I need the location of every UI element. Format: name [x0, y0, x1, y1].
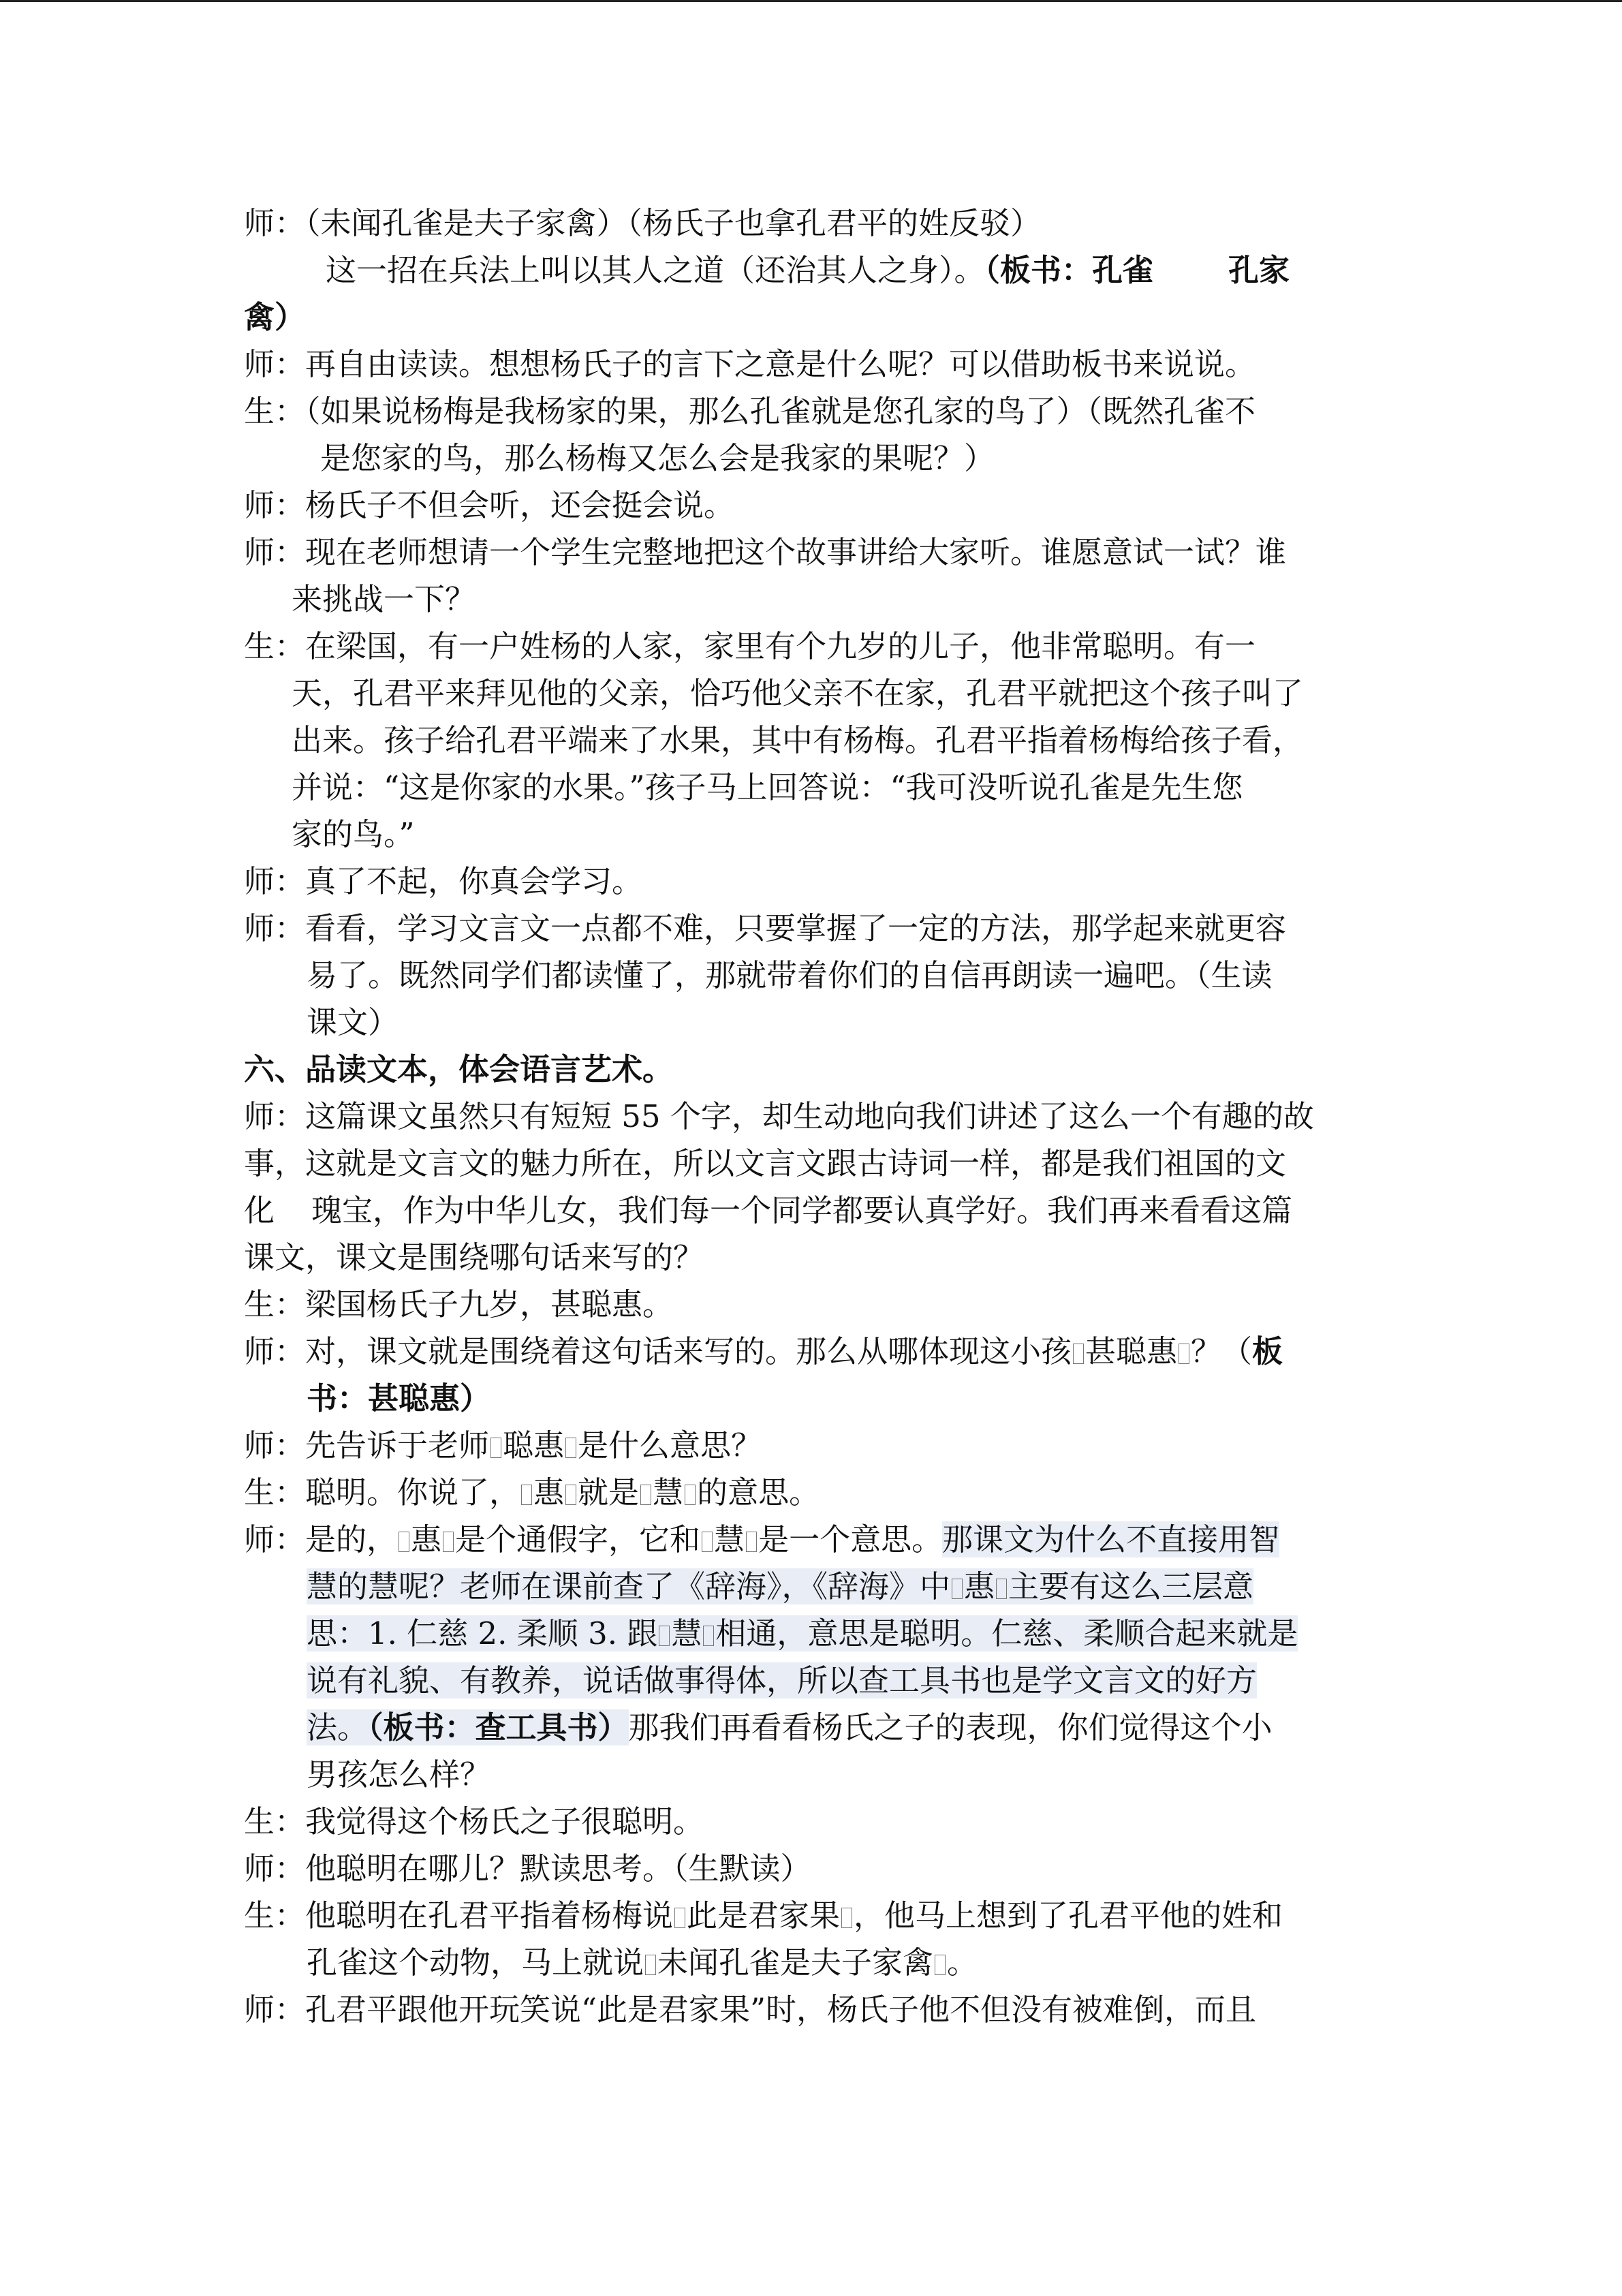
- missing-glyph-box: [565, 1485, 576, 1505]
- missing-glyph-box: [935, 1955, 946, 1975]
- highlighted-text: 那课文为什么不直接用智: [942, 1521, 1280, 1557]
- text-line: 男孩怎么样？: [307, 1756, 491, 1793]
- board-note: 禽）: [244, 299, 306, 335]
- text-line: 师：孔君平跟他开玩笑说“此是君家果”时，杨氏子他不但没有被难倒，而且: [244, 1991, 1257, 2028]
- missing-glyph-box: [521, 1485, 532, 1505]
- text-line: 这一招在兵法上叫以其人之道（还治其人之身）。（板书：孔雀 孔家: [326, 252, 1290, 288]
- text-line: 法。（板书：查工具书）那我们再看看杨氏之子的表现，你们觉得这个小: [307, 1709, 1273, 1746]
- text-line: [244, 1563, 1376, 1610]
- missing-glyph-box: [952, 1579, 963, 1599]
- text-line: 师：真了不起，你真会学习。: [244, 863, 643, 899]
- missing-glyph-box: [841, 1908, 852, 1928]
- text-line: 师：对，课文就是围绕着这句话来写的。那么从哪体现这小孩 甚聪惠 ？（板: [244, 1333, 1283, 1369]
- board-note: 板: [1252, 1333, 1283, 1369]
- board-note: （板书：孔雀: [984, 252, 1154, 288]
- text-line: 生：在梁国，有一户姓杨的人家，家里有个九岁的儿子，他非常聪明。有一: [244, 628, 1256, 664]
- highlighted-text: 慧的慧呢？老师在课前查了《辞海》，《辞海》中 惠 主要有这么三层意: [307, 1568, 1254, 1604]
- text-line: [244, 1375, 1376, 1422]
- missing-glyph-box: [1179, 1344, 1189, 1364]
- highlighted-text: 说有礼貌、有教养，说话做事得体，所以查工具书也是学文言文的好方: [307, 1662, 1258, 1698]
- text-line: 天，孔君平来拜见他的父亲，恰巧他父亲不在家，孔君平就把这个孩子叫了: [292, 675, 1304, 711]
- text-line: 是您家的鸟，那么杨梅又怎么会是我家的果呢？）: [320, 440, 995, 476]
- text-line: 生：聪明。你说了， 惠 就是 慧 的意思。: [244, 1474, 820, 1510]
- missing-glyph-box: [645, 1955, 656, 1975]
- text-line: 师：是的， 惠 是个通假字，它和 慧 是一个意思。那课文为什么不直接用智: [244, 1521, 1280, 1557]
- text-line: 并说：“这是你家的水果。”孩子马上回答说：“我可没听说孔雀是先生您: [292, 769, 1243, 805]
- document-body: [244, 200, 1376, 2033]
- text-line: 出来。孩子给孔君平端来了水果，其中有杨梅。孔君平指着杨梅给孩子看，: [292, 722, 1304, 758]
- text-line: 师：先告诉于老师 聪惠 是什么意思？: [244, 1427, 762, 1463]
- missing-glyph-box: [746, 1532, 757, 1552]
- text-line: 来挑战一下？: [292, 581, 476, 617]
- text-line: [244, 1610, 1376, 1657]
- text-line: 师：看看，学习文言文一点都不难，只要掌握了一定的方法，那学起来就更容: [244, 910, 1287, 946]
- missing-glyph-box: [640, 1485, 651, 1505]
- text-line: 师：（未闻孔雀是夫子家禽）（杨氏子也拿孔君平的姓反驳）: [244, 205, 1042, 241]
- text-line: 课文，课文是围绕哪句话来写的？: [244, 1239, 704, 1275]
- text-line: 生：（如果说杨梅是我杨家的果，那么孔雀就是您孔家的鸟了）（既然孔雀不: [244, 393, 1256, 429]
- section-heading: 六、品读文本，体会语言艺术。: [244, 1051, 674, 1087]
- text-line: 家的鸟。”: [292, 816, 415, 852]
- board-note: 孔家: [1228, 252, 1290, 288]
- missing-glyph-box: [1073, 1344, 1084, 1364]
- missing-glyph-box: [399, 1532, 409, 1552]
- board-note: 书：甚聪惠）: [307, 1380, 491, 1416]
- missing-glyph-box: [565, 1438, 576, 1458]
- text-line: 生：他聪明在孔君平指着杨梅说 此是君家果 ，他马上想到了孔君平他的姓和: [244, 1897, 1283, 1934]
- missing-glyph-box: [703, 1626, 714, 1646]
- text-line: 师：现在老师想请一个学生完整地把这个故事讲给大家听。谁愿意试一试？谁: [244, 534, 1287, 570]
- text-line: [244, 294, 1376, 341]
- text-line: 师：他聪明在哪儿？默读思考。（生默读）: [244, 1850, 811, 1887]
- text-line: 易了。既然同学们都读懂了，那就带着你们的自信再朗读一遍吧。（生读: [307, 957, 1273, 993]
- text-line: 孔雀这个动物，马上就说 未闻孔雀是夫子家禽 。: [307, 1944, 978, 1981]
- text-line: 生：我觉得这个杨氏之子很聪明。: [244, 1803, 704, 1840]
- highlighted-text: 思：1. 仁慈 2. 柔顺 3. 跟 慧 相通，意思是聪明。仁慈、柔顺合起来就是: [307, 1615, 1298, 1651]
- text-line: 课文）: [307, 1004, 399, 1040]
- text-line: 生：梁国杨氏子九岁，甚聪惠。: [244, 1286, 674, 1322]
- missing-glyph-box: [659, 1626, 670, 1646]
- board-note: （板书：查工具书）: [368, 1709, 629, 1746]
- missing-glyph-box: [443, 1532, 454, 1552]
- missing-glyph-box: [702, 1532, 713, 1552]
- text-line: 事，这就是文言文的魅力所在，所以文言文跟古诗词一样，都是我们祖国的文: [244, 1145, 1287, 1181]
- text-line: 师：杨氏子不但会听，还会挺会说。: [244, 487, 735, 523]
- text-line: 师：再自由读读。想想杨氏子的言下之意是什么呢？可以借助板书来说说。: [244, 346, 1256, 382]
- text-line: [244, 1657, 1376, 1704]
- missing-glyph-box: [685, 1485, 696, 1505]
- missing-glyph-box: [490, 1438, 501, 1458]
- missing-glyph-box: [674, 1908, 685, 1928]
- missing-glyph-box: [996, 1579, 1007, 1599]
- highlighted-text: 法。: [307, 1709, 369, 1746]
- text-line: 化 瑰宝，作为中华儿女，我们每一个同学都要认真学好。我们再来看看这篇: [244, 1192, 1293, 1228]
- text-line: 师：这篇课文虽然只有短短 55 个字，却生动地向我们讲述了这么一个有趣的故: [244, 1098, 1314, 1134]
